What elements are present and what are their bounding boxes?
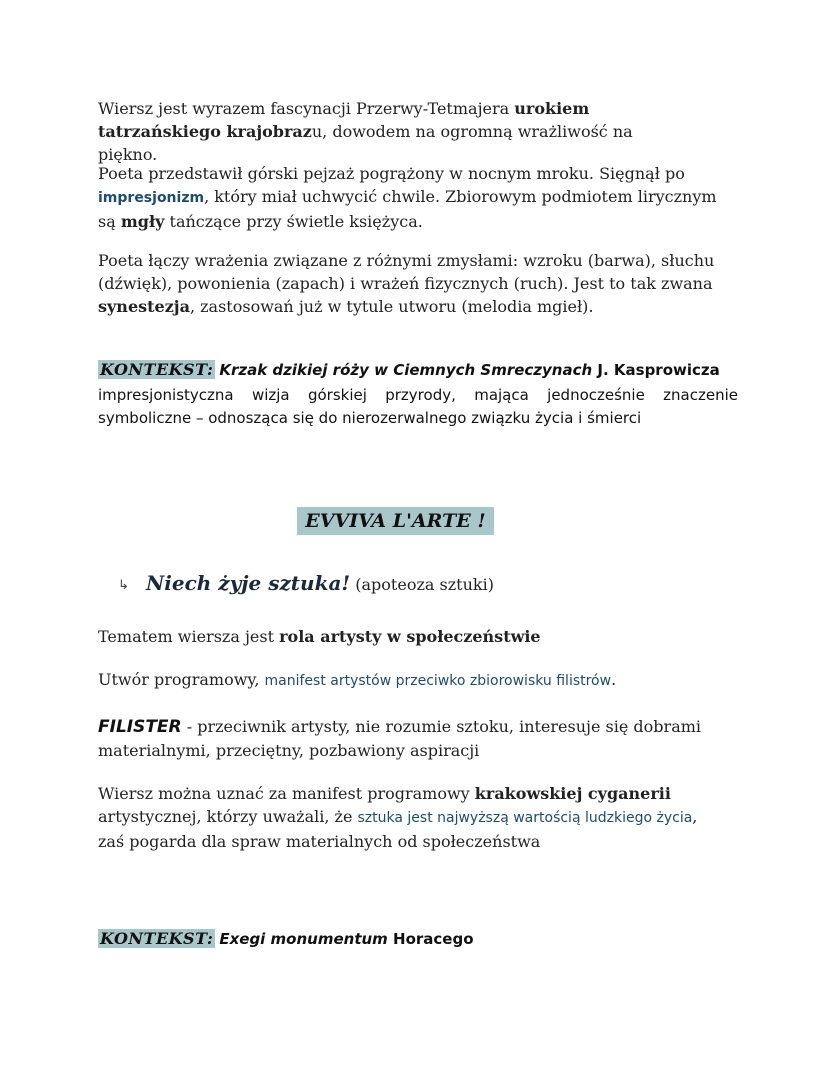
subtitle-line bbox=[146, 572, 494, 596]
paragraph-cyganeria: Wiersz można uznać za manifest programowy krakowskiej cyganerii artystycznej, którzy uważali, że sztuka jest najwyższą wartością ludzkiego życia, zaś pogarda dla spraw materialnych od społeczeństwa bbox=[98, 784, 698, 851]
context-heading bbox=[98, 358, 738, 382]
bold-word: mgły bbox=[120, 212, 165, 231]
bold-word: synestezja bbox=[98, 297, 190, 316]
paragraph-impressionism: Poeta przedstawił górski pejzaż pogrążony w nocnym mroku. Sięgnął po impresjonizm, który miał uchwycić chwile. Zbiorowym podmiotem lirycznym są mgły tańczące przy świetle księżyca. bbox=[98, 164, 717, 231]
context-title: Krzak dzikiej róży w Ciemnych Smreczynach J. Kasprowicza bbox=[219, 361, 720, 379]
paragraph-manifest: Utwór programowy, manifest artystów przeciwko zbiorowisku filistrów. bbox=[98, 670, 617, 689]
context-desc-line-1: impresjonistyczna wizja górskiej przyrody, mająca jednocześnie znaczenie bbox=[98, 386, 738, 404]
context-block-2 bbox=[98, 927, 474, 951]
bold-phrase: urokiem tatrzańskiego krajobraz bbox=[98, 99, 590, 141]
subtitle-note: (apoteoza sztuki) bbox=[350, 575, 494, 594]
context-desc-line-2: symboliczne – odnosząca się do nierozerwalnego związku życia i śmierci bbox=[98, 409, 642, 427]
context-title: Exegi monumentum Horacego bbox=[219, 930, 474, 948]
highlight-phrase: manifest artystów przeciwko zbiorowisku filistrów bbox=[264, 673, 612, 689]
definition-term: FILISTER bbox=[98, 717, 182, 737]
context-block-1 bbox=[98, 358, 738, 430]
arrow-icon: ↳ bbox=[118, 578, 129, 593]
paragraph-intro: Wiersz jest wyrazem fascynacji Przerwy-Tetmajera urokiem tatrzańskiego krajobrazu, dowodem na ogromną wrażliwość na piękno. bbox=[98, 99, 633, 164]
highlight-phrase: sztuka jest najwyższą wartością ludzkiego życia bbox=[357, 810, 693, 826]
bold-phrase: krakowskiej cyganerii bbox=[474, 784, 671, 803]
section-title-banner: EVVIVA L'ARTE ! bbox=[297, 507, 494, 535]
context-tag: KONTEKST: bbox=[100, 929, 214, 948]
context-tag: KONTEKST: bbox=[100, 360, 214, 379]
paragraph-filister: FILISTER - przeciwnik artysty, nie rozumie sztoku, interesuje się dobrami materialnymi, przeciętny, pozbawiony aspiracji bbox=[98, 717, 702, 760]
paragraph-theme: Tematem wiersza jest rola artysty w społeczeństwie bbox=[98, 627, 541, 646]
bold-phrase: rola artysty w społeczeństwie bbox=[279, 627, 541, 646]
subtitle-main: Niech żyje sztuka! bbox=[146, 571, 351, 595]
paragraph-synesthesia: Poeta łączy wrażenia związane z różnymi zmysłami: wzroku (barwa), słuchu (dźwięk), powonienia (zapach) i wrażeń fizycznych (ruch). Jest to tak zwana synestezja, zastosowań już w tytule utworu (melodia mgieł). bbox=[98, 251, 715, 316]
highlight-term: impresjonizm bbox=[98, 190, 205, 206]
